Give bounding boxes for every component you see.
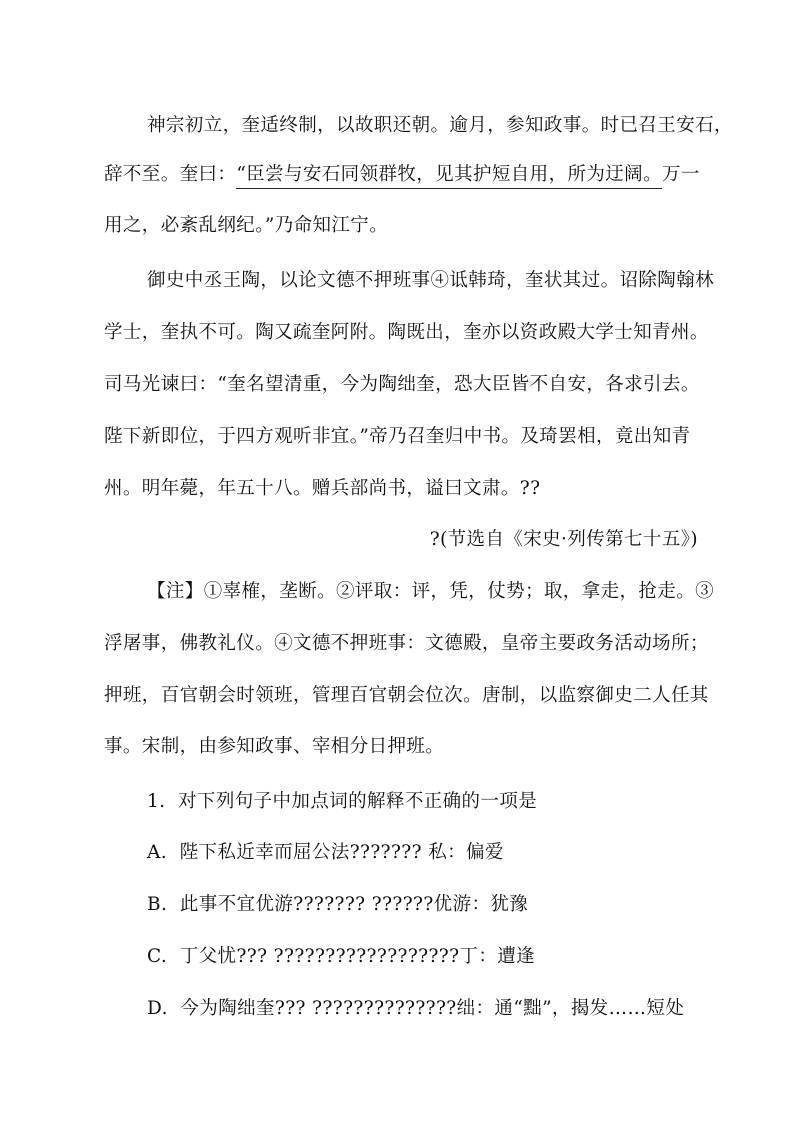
question-number: 1. (147, 791, 166, 812)
option-a[interactable] (147, 841, 504, 865)
option-b[interactable] (147, 893, 528, 917)
option-d[interactable] (147, 997, 684, 1021)
option-c[interactable] (147, 945, 535, 969)
notes-line1: 【注】①辜榷，垄断。②评取：评，凭，仗势；取，拿走，抢走。③ (147, 581, 715, 602)
underlined-sentence: “臣尝与安石同领群牧，见其护短自用，所为迂阔。 (236, 164, 662, 189)
option-text: 此事不宜优游??????? ??????优游：犹豫 (179, 894, 529, 915)
option-label: C. (147, 946, 168, 967)
notes-line4: 事。宋制，由参知政事、宰相分日押班。 (104, 736, 445, 757)
option-label: B. (147, 894, 168, 915)
para2-line2: 学士，奎执不可。陶又疏奎阿附。陶既出，奎亦以资政殿大学士知青州。 (104, 322, 709, 343)
source-citation: ?(节选自《宋史·列传第七十五》) (429, 529, 698, 550)
para1-line3: 用之，必紊乱纲纪。”乃命知江宁。 (104, 215, 389, 236)
notes-line2: 浮屠事，佛教礼仪。④文德不押班事：文德殿，皇帝主要政务活动场所； (104, 633, 709, 654)
question-1 (147, 790, 537, 814)
option-label: A. (147, 842, 168, 863)
para2-line3: 司马光谏曰：“奎名望清重，今为陶绌奎，恐大臣皆不自安，各求引去。 (104, 374, 700, 395)
para2-line4: 陛下新即位，于四方观听非宜。”帝乃召奎归中书。及琦罢相，竟出知青 (104, 426, 691, 447)
option-text: 陛下私近幸而屈公法??????? 私：偏爱 (179, 842, 504, 863)
para2-line1: 御史中丞王陶，以论文德不押班事④诋韩琦，奎状其过。诏除陶翰林 (147, 270, 715, 291)
para1-line1: 神宗初立，奎适终制，以故职还朝。逾月，参知政事。时已召王安石， (147, 115, 733, 136)
para1-line2-post: 万一 (661, 164, 700, 185)
question-prompt: 对下列句子中加点词的解释不正确的一项是 (178, 791, 538, 812)
notes-line3: 押班，百官朝会时领班，管理百官朝会位次。唐制，以监察御史二人任其 (104, 685, 709, 706)
option-text: 今为陶绌奎??? ??????????????绌：通“黜”，揭发……短处 (180, 998, 685, 1019)
option-text: 丁父忧??? ??????????????????丁：遭逢 (179, 946, 536, 967)
option-label: D. (147, 998, 168, 1019)
para1-line2 (104, 163, 700, 187)
para2-line5: 州。明年薨，年五十八。赠兵部尚书，谥曰文肃。?? (104, 478, 541, 499)
para1-line2-pre: 辞不至。奎曰： (104, 164, 237, 185)
